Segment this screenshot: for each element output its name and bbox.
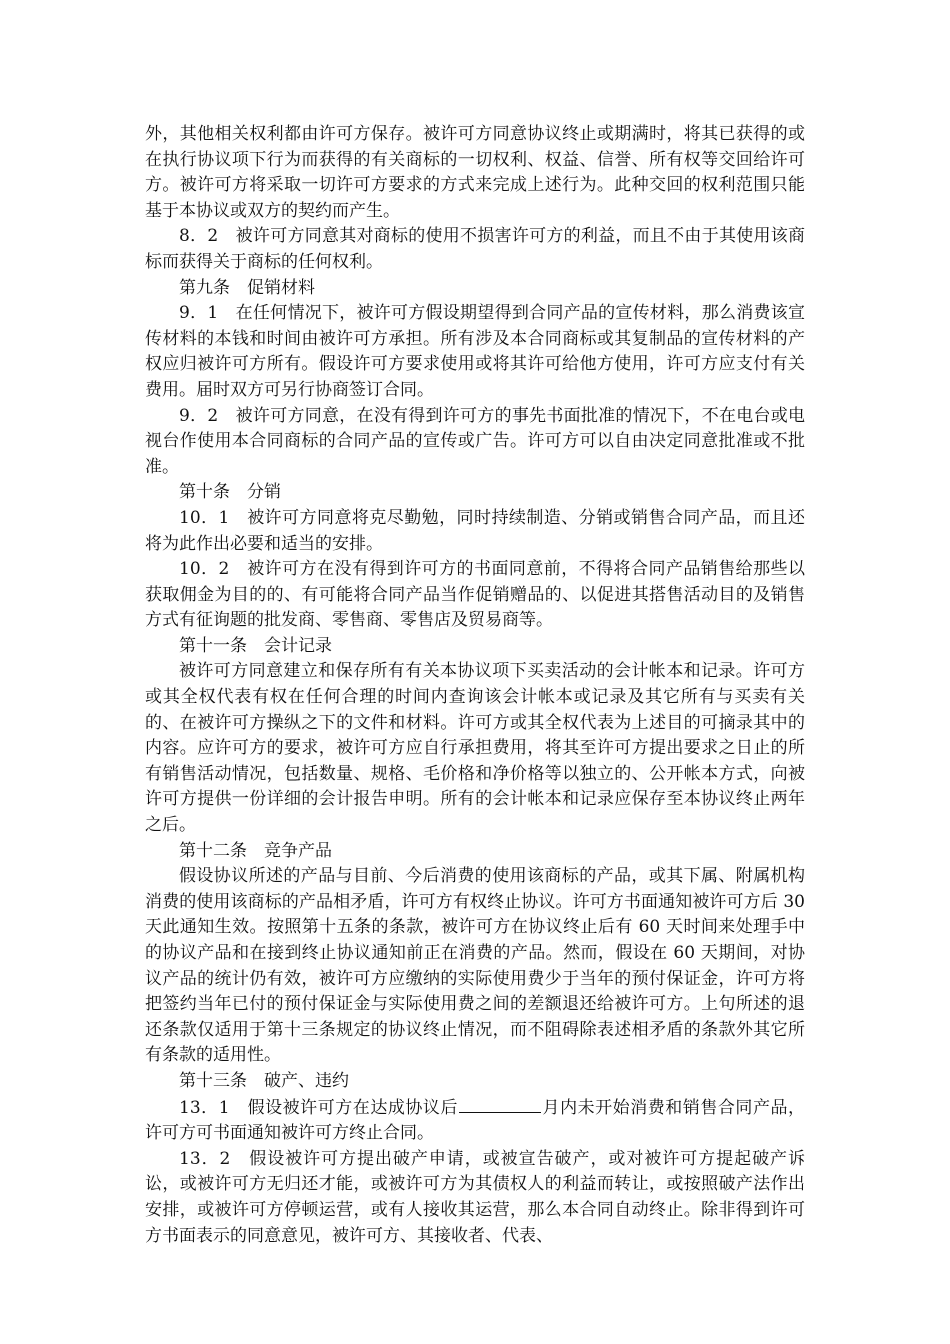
clause-13-1-after-blank: 月内未开始消费和销售合同产品，许可方可书面通知被许可方终止合同。 bbox=[145, 1097, 806, 1144]
document-page bbox=[145, 122, 805, 1249]
article-9-heading: 第九条 促销材料 bbox=[179, 277, 315, 298]
article-10-heading: 第十条 分销 bbox=[179, 482, 281, 503]
clause-8-2: 8．2 被许可方同意其对商标的使用不损害许可方的利益，而且不由于其使用该商标而获得关于商标的任何权利。 bbox=[145, 226, 805, 272]
paragraph-continuation: 外，其他相关权利都由许可方保存。被许可方同意协议终止或期满时，将其已获得的或在执行协议项下行为而获得的有关商标的一切权利、权益、信誉、所有权等交回给许可方。被许可方将采取一切许可方要求的方式来完成上述行为。此种交回的权利范围只能基于本协议或双方的契约而产生。 bbox=[145, 124, 805, 221]
clause-10-1: 10．1 被许可方同意将克尽勤勉，同时持续制造、分销或销售合同产品，而且还将为此作出必要和适当的安排。 bbox=[145, 507, 805, 554]
fill-in-blank bbox=[459, 1095, 541, 1113]
article-13-heading: 第十三条 破产、违约 bbox=[179, 1070, 349, 1091]
article-12-body: 假设协议所述的产品与目前、今后消费的使用该商标的产品，或其下属、附属机构消费的使用该商标的产品相矛盾，许可方有权终止协议。许可方书面通知被许可方后 30 天此通知生效。按照第十五条的条款，被许可方在协议终止后有 60 天时间来处理手中的协议产品和在接到终止协议通知前正在消费的产品。然而，假设在 60 天期间，对协议产品的统计仍有效，被许可方应缴纳的实际使用费少于当年的预付保证金，许可方将把签约当年已付的预付保证金与实际使用费之间的差额退还给被许可方。上句所述的退还条款仅适用于第十三条规定的协议终止情况，而不阻碍除表述相矛盾的条款外其它所有条款的适用性。 bbox=[145, 866, 805, 1066]
clause-13-2: 13．2 假设被许可方提出破产申请，或被宣告破产，或对被许可方提起破产诉讼，或被许可方无归还才能，或被许可方为其债权人的利益而转让，或按照破产法作出安排，或被许可方停顿运营，或有人接收其运营，那么本合同自动终止。除非得到许可方书面表示的同意意见，被许可方、其接收者、代表、 bbox=[145, 1148, 805, 1246]
article-11-body: 被许可方同意建立和保存所有有关本协议项下买卖活动的会计帐本和记录。许可方或其全权代表有权在任何合理的时间内查询该会计帐本或记录及其它所有与买卖有关的、在被许可方操纵之下的文件和材料。许可方或其全权代表为上述目的可摘录其中的内容。应许可方的要求，被许可方应自行承担费用，将其至许可方提出要求之日止的所有销售活动情况，包括数量、规格、毛价格和净价格等以独立的、公开帐本方式，向被许可方提供一份详细的会计报告申明。所有的会计帐本和记录应保存至本协议终止两年之后。 bbox=[145, 661, 805, 836]
article-11-heading: 第十一条 会计记录 bbox=[179, 635, 332, 656]
article-12-heading: 第十二条 竞争产品 bbox=[179, 840, 332, 861]
clause-9-2: 9．2 被许可方同意，在没有得到许可方的事先书面批准的情况下，不在电台或电视台作使用本合同商标的合同产品的宣传或广告。许可方可以自由决定同意批准或不批准。 bbox=[145, 405, 805, 477]
clause-9-1: 9．1 在任何情况下，被许可方假设期望得到合同产品的宣传材料，那么消费该宣传材料的本钱和时间由被许可方承担。所有涉及本合同商标或其复制品的宣传材料的产权应归被许可方所有。假设许可方要求使用或将其许可给他方使用，许可方应支付有关费用。届时双方可另行协商签订合同。 bbox=[145, 303, 805, 400]
clause-10-2: 10．2 被许可方在没有得到许可方的书面同意前，不得将合同产品销售给那些以获取佣金为目的的、有可能将合同产品当作促销赠品的、以促进其搭售活动目的及销售方式有征询题的批发商、零售商、零售店及贸易商等。 bbox=[145, 559, 805, 631]
clause-13-1 bbox=[145, 1095, 805, 1147]
clause-13-1-before-blank: 13．1 假设被许可方在达成协议后 bbox=[179, 1097, 458, 1118]
